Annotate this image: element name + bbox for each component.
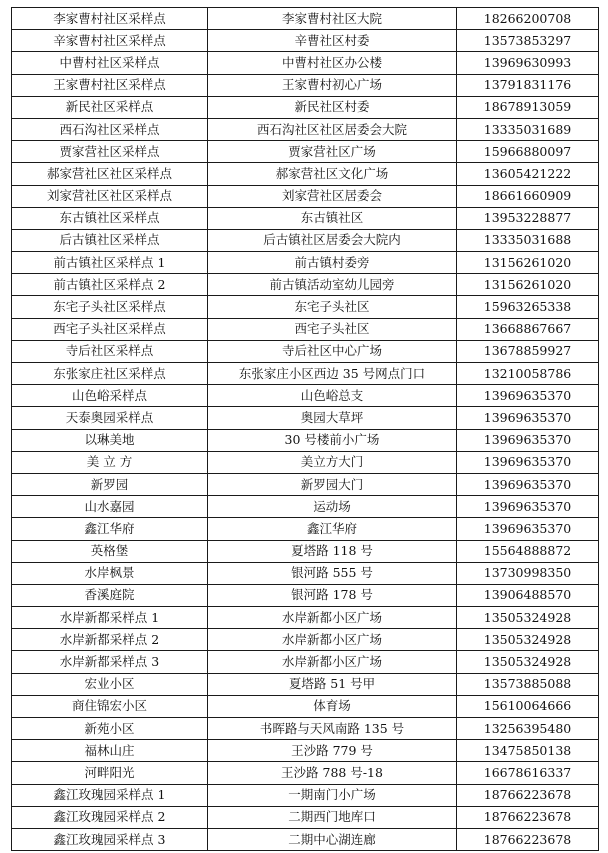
- table-row: [12, 740, 599, 762]
- phone-cell: 15564888872: [457, 540, 599, 562]
- site-name-cell: 前古镇社区采样点 2: [12, 274, 208, 296]
- site-name-cell: 后古镇社区采样点: [12, 229, 208, 251]
- site-name-cell: 山色峪采样点: [12, 385, 208, 407]
- phone-cell: 13573885088: [457, 673, 599, 695]
- site-name-cell: 天泰奥园采样点: [12, 407, 208, 429]
- location-cell: 新罗园大门: [208, 473, 457, 495]
- location-cell: 东宅子头社区: [208, 296, 457, 318]
- table-row: [12, 340, 599, 362]
- phone-cell: 13969635370: [457, 451, 599, 473]
- table-row: [12, 562, 599, 584]
- table-row: [12, 762, 599, 784]
- site-name-cell: 郝家营社区社区采样点: [12, 163, 208, 185]
- phone-cell: 13335031689: [457, 118, 599, 140]
- location-cell: 二期西门地库口: [208, 806, 457, 828]
- phone-cell: 13969635370: [457, 518, 599, 540]
- site-name-cell: 西石沟社区采样点: [12, 118, 208, 140]
- table-row: [12, 52, 599, 74]
- location-cell: 王沙路 788 号-18: [208, 762, 457, 784]
- phone-cell: 13969635370: [457, 429, 599, 451]
- table-row: [12, 74, 599, 96]
- site-name-cell: 中曹村社区采样点: [12, 52, 208, 74]
- site-name-cell: 水岸新都采样点 3: [12, 651, 208, 673]
- table-row: [12, 296, 599, 318]
- site-name-cell: 英格堡: [12, 540, 208, 562]
- phone-cell: 13969635370: [457, 496, 599, 518]
- phone-cell: 18678913059: [457, 96, 599, 118]
- location-cell: 山色峪总支: [208, 385, 457, 407]
- phone-cell: 13953228877: [457, 207, 599, 229]
- site-name-cell: 水岸新都采样点 2: [12, 629, 208, 651]
- table-row: [12, 407, 599, 429]
- location-cell: 鑫江华府: [208, 518, 457, 540]
- location-cell: 书晖路与天风南路 135 号: [208, 718, 457, 740]
- table-row: [12, 229, 599, 251]
- location-cell: 后古镇社区居委会大院内: [208, 229, 457, 251]
- table-row: [12, 451, 599, 473]
- phone-cell: 13730998350: [457, 562, 599, 584]
- table-row: [12, 584, 599, 606]
- site-name-cell: 福林山庄: [12, 740, 208, 762]
- site-name-cell: 美 立 方: [12, 451, 208, 473]
- table-row: [12, 385, 599, 407]
- table-row: [12, 651, 599, 673]
- site-name-cell: 以琳美地: [12, 429, 208, 451]
- phone-cell: 13605421222: [457, 163, 599, 185]
- phone-cell: 13156261020: [457, 274, 599, 296]
- table-row: [12, 118, 599, 140]
- site-name-cell: 水岸新都采样点 1: [12, 607, 208, 629]
- site-name-cell: 李家曹村社区采样点: [12, 8, 208, 30]
- location-cell: 中曹村社区办公楼: [208, 52, 457, 74]
- table-row: [12, 629, 599, 651]
- location-cell: 刘家营社区居委会: [208, 185, 457, 207]
- location-cell: 银河路 178 号: [208, 584, 457, 606]
- table-row: [12, 518, 599, 540]
- phone-cell: 18766223678: [457, 784, 599, 806]
- site-name-cell: 水岸枫景: [12, 562, 208, 584]
- phone-cell: 15966880097: [457, 141, 599, 163]
- phone-cell: 13210058786: [457, 363, 599, 385]
- phone-cell: 13969635370: [457, 385, 599, 407]
- location-cell: 贾家营社区广场: [208, 141, 457, 163]
- location-cell: 夏塔路 118 号: [208, 540, 457, 562]
- site-name-cell: 鑫江华府: [12, 518, 208, 540]
- location-cell: 西石沟社区社区居委会大院: [208, 118, 457, 140]
- site-name-cell: 河畔阳光: [12, 762, 208, 784]
- table-row: [12, 784, 599, 806]
- table-row: [12, 496, 599, 518]
- table-row: [12, 828, 599, 850]
- site-name-cell: 东宅子头社区采样点: [12, 296, 208, 318]
- location-cell: 运动场: [208, 496, 457, 518]
- site-name-cell: 贾家营社区采样点: [12, 141, 208, 163]
- table-row: [12, 30, 599, 52]
- site-name-cell: 寺后社区采样点: [12, 340, 208, 362]
- table-row: [12, 806, 599, 828]
- table-row: [12, 207, 599, 229]
- location-cell: 一期南门小广场: [208, 784, 457, 806]
- site-name-cell: 新罗园: [12, 473, 208, 495]
- phone-cell: 13335031688: [457, 229, 599, 251]
- location-cell: 西宅子头社区: [208, 318, 457, 340]
- table-row: [12, 540, 599, 562]
- location-cell: 体育场: [208, 695, 457, 717]
- sampling-sites-table: [11, 7, 599, 851]
- phone-cell: 13256395480: [457, 718, 599, 740]
- table-row: [12, 695, 599, 717]
- phone-cell: 13505324928: [457, 629, 599, 651]
- site-name-cell: 山水嘉园: [12, 496, 208, 518]
- phone-cell: 15963265338: [457, 296, 599, 318]
- table-row: [12, 363, 599, 385]
- table-row: [12, 252, 599, 274]
- location-cell: 新民社区村委: [208, 96, 457, 118]
- phone-cell: 13505324928: [457, 607, 599, 629]
- site-name-cell: 鑫江玫瑰园采样点 1: [12, 784, 208, 806]
- location-cell: 郝家营社区文化广场: [208, 163, 457, 185]
- phone-cell: 13791831176: [457, 74, 599, 96]
- site-name-cell: 辛家曹村社区采样点: [12, 30, 208, 52]
- phone-cell: 13906488570: [457, 584, 599, 606]
- site-name-cell: 东古镇社区采样点: [12, 207, 208, 229]
- location-cell: 东张家庄小区西边 35 号网点门口: [208, 363, 457, 385]
- table-row: [12, 8, 599, 30]
- table-row: [12, 274, 599, 296]
- table-row: [12, 96, 599, 118]
- phone-cell: 13505324928: [457, 651, 599, 673]
- phone-cell: 15610064666: [457, 695, 599, 717]
- site-name-cell: 香溪庭院: [12, 584, 208, 606]
- phone-cell: 13668867667: [457, 318, 599, 340]
- location-cell: 水岸新都小区广场: [208, 607, 457, 629]
- site-name-cell: 新苑小区: [12, 718, 208, 740]
- location-cell: 寺后社区中心广场: [208, 340, 457, 362]
- table-row: [12, 163, 599, 185]
- location-cell: 30 号楼前小广场: [208, 429, 457, 451]
- table-row: [12, 429, 599, 451]
- site-name-cell: 刘家营社区社区采样点: [12, 185, 208, 207]
- site-name-cell: 前古镇社区采样点 1: [12, 252, 208, 274]
- phone-cell: 18766223678: [457, 806, 599, 828]
- table-row: [12, 607, 599, 629]
- location-cell: 前古镇活动室幼儿园旁: [208, 274, 457, 296]
- phone-cell: 13573853297: [457, 30, 599, 52]
- table-row: [12, 318, 599, 340]
- phone-cell: 13156261020: [457, 252, 599, 274]
- site-name-cell: 商住锦宏小区: [12, 695, 208, 717]
- site-name-cell: 新民社区采样点: [12, 96, 208, 118]
- location-cell: 东古镇社区: [208, 207, 457, 229]
- site-name-cell: 鑫江玫瑰园采样点 3: [12, 828, 208, 850]
- table-row: [12, 185, 599, 207]
- table-row: [12, 473, 599, 495]
- phone-cell: 13969630993: [457, 52, 599, 74]
- location-cell: 二期中心湖连廊: [208, 828, 457, 850]
- phone-cell: 18266200708: [457, 8, 599, 30]
- location-cell: 水岸新都小区广场: [208, 629, 457, 651]
- location-cell: 辛曹社区村委: [208, 30, 457, 52]
- phone-cell: 13969635370: [457, 407, 599, 429]
- table-row: [12, 141, 599, 163]
- phone-cell: 16678616337: [457, 762, 599, 784]
- site-name-cell: 西宅子头社区采样点: [12, 318, 208, 340]
- location-cell: 银河路 555 号: [208, 562, 457, 584]
- phone-cell: 13678859927: [457, 340, 599, 362]
- location-cell: 美立方大门: [208, 451, 457, 473]
- location-cell: 前古镇村委旁: [208, 252, 457, 274]
- site-name-cell: 王家曹村社区采样点: [12, 74, 208, 96]
- site-name-cell: 鑫江玫瑰园采样点 2: [12, 806, 208, 828]
- location-cell: 奥园大草坪: [208, 407, 457, 429]
- table-body: [12, 8, 599, 851]
- phone-cell: 13475850138: [457, 740, 599, 762]
- site-name-cell: 宏业小区: [12, 673, 208, 695]
- site-name-cell: 东张家庄社区采样点: [12, 363, 208, 385]
- table-row: [12, 718, 599, 740]
- location-cell: 李家曹村社区大院: [208, 8, 457, 30]
- phone-cell: 13969635370: [457, 473, 599, 495]
- phone-cell: 18766223678: [457, 828, 599, 850]
- phone-cell: 18661660909: [457, 185, 599, 207]
- location-cell: 王沙路 779 号: [208, 740, 457, 762]
- location-cell: 夏塔路 51 号甲: [208, 673, 457, 695]
- location-cell: 水岸新都小区广场: [208, 651, 457, 673]
- table-row: [12, 673, 599, 695]
- location-cell: 王家曹村初心广场: [208, 74, 457, 96]
